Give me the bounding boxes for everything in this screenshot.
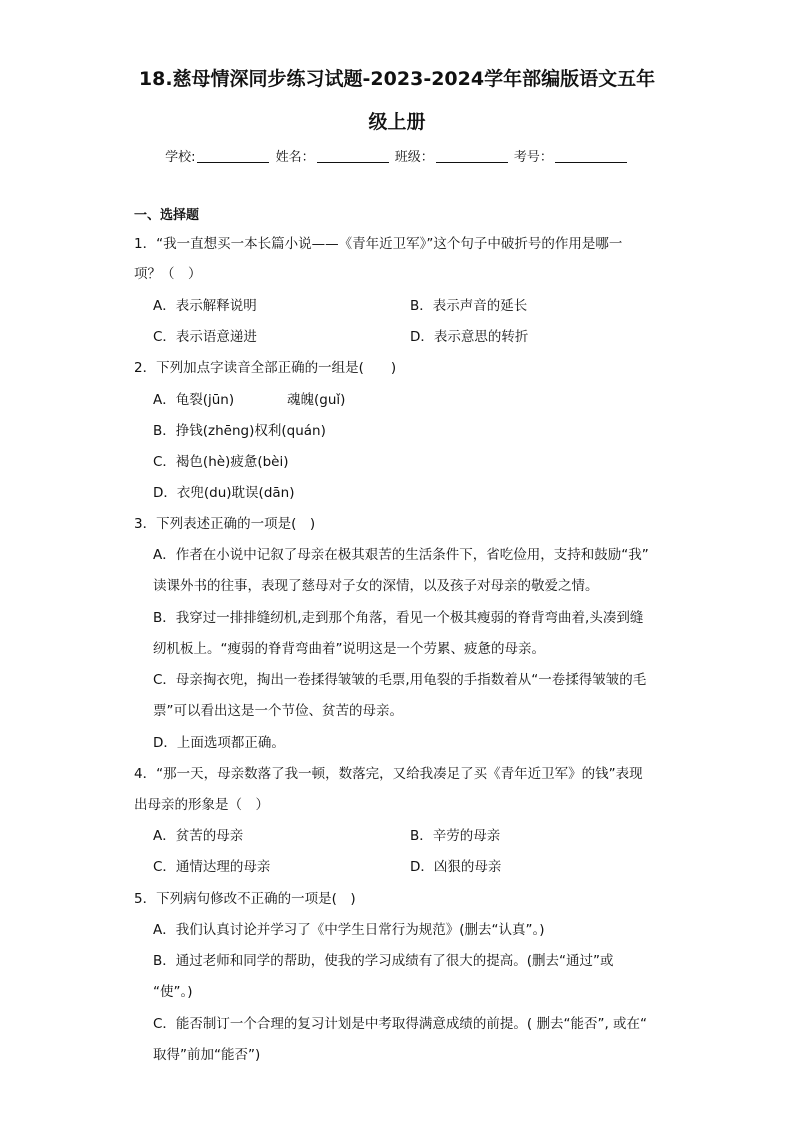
class-label: 班级： [394,150,434,165]
q4-option-b: B．辛劳的母亲 [410,828,501,844]
q4-stem-line1: 4．“那一天，母亲数落了我一顿，数落完，又给我凑足了买《青年近卫军》的钱”表现 [134,766,643,782]
page-title-line2: 级上册 [368,111,426,133]
class-blank [436,150,508,163]
student-info-row [0,146,794,165]
q4-option-a: A．贫苦的母亲 [153,828,244,844]
q1-option-a: A．表示解释说明 [153,298,257,314]
q3-option-b-line1: B．我穿过一排排缝纫机,走到那个角落，看见一个极其瘦弱的脊背弯曲着,头凑到缝 [153,610,644,626]
q1-option-d: D．表示意思的转折 [410,329,529,345]
number-blank [555,150,627,163]
q3-option-a-line1: A．作者在小说中记叙了母亲在极其艰苦的生活条件下，省吃俭用，支持和鼓励“我” [153,547,649,563]
q2-option-b: B．挣钱(zhēng)权利(quán) [153,423,326,439]
q5-option-c-line1: C．能否制订一个合理的复习计划是中考取得满意成绩的前提。( 删去“能否”, 或在“ [153,1016,648,1032]
q2-option-a-part1: A．龟裂(jūn) [153,392,235,408]
q1-option-b: B．表示声音的延长 [410,298,528,314]
q4-option-d: D．凶狠的母亲 [410,859,502,875]
q1-stem-line2: 项？（ ） [134,266,202,282]
q2-option-a-part2: 魂魄(guǐ) [287,392,346,408]
q3-stem: 3．下列表述正确的一项是( ) [134,516,316,532]
q3-option-c-line1: C．母亲掏衣兜，掏出一卷揉得皱皱的毛票,用龟裂的手指数着从“一卷揉得皱皱的毛 [153,672,647,688]
q2-option-d: D．衣兜(du)耽误(dān) [153,485,295,501]
name-label: 姓名： [275,150,315,165]
school-blank [197,150,269,163]
q5-option-b-line1: B．通过老师和同学的帮助，使我的学习成绩有了很大的提高。(删去“通过”或 [153,953,614,969]
q3-option-d: D．上面选项都正确。 [153,735,285,751]
q3-option-a-line2: 读课外书的往事，表现了慈母对子女的深情，以及孩子对母亲的敬爱之情。 [153,578,599,594]
q5-stem: 5．下列病句修改不正确的一项是( ) [134,891,356,907]
q4-option-c: C．通情达理的母亲 [153,859,271,875]
school-label: 学校: [165,150,196,165]
q1-option-c: C．表示语意递进 [153,329,257,345]
q2-stem: 2．下列加点字读音全部正确的一组是( ) [134,360,397,376]
number-label: 考号： [513,150,553,165]
page-title-line1: 18.慈母情深同步练习试题-2023-2024学年部编版语文五年 [138,68,656,90]
q5-option-b-line2: “使”。) [153,984,193,1000]
q3-option-b-line2: 纫机板上。“瘦弱的脊背弯曲着”说明这是一个劳累、疲惫的母亲。 [153,641,545,657]
q4-stem-line2: 出母亲的形象是（ ） [134,797,269,813]
q1-stem-line1: 1．“我一直想买一本长篇小说——《青年近卫军》”这个句子中破折号的作用是哪一 [134,236,623,252]
q5-option-c-line2: 取得”前加“能否”) [153,1047,261,1063]
section-heading: 一、选择题 [134,208,200,223]
name-blank [317,150,389,163]
q5-option-a: A．我们认真讨论并学习了《中学生日常行为规范》(删去“认真”。) [153,922,545,938]
q3-option-c-line2: 票”可以看出这是一个节俭、贫苦的母亲。 [153,703,403,719]
q2-option-c: C．褐色(hè)疲惫(bèi) [153,454,289,470]
